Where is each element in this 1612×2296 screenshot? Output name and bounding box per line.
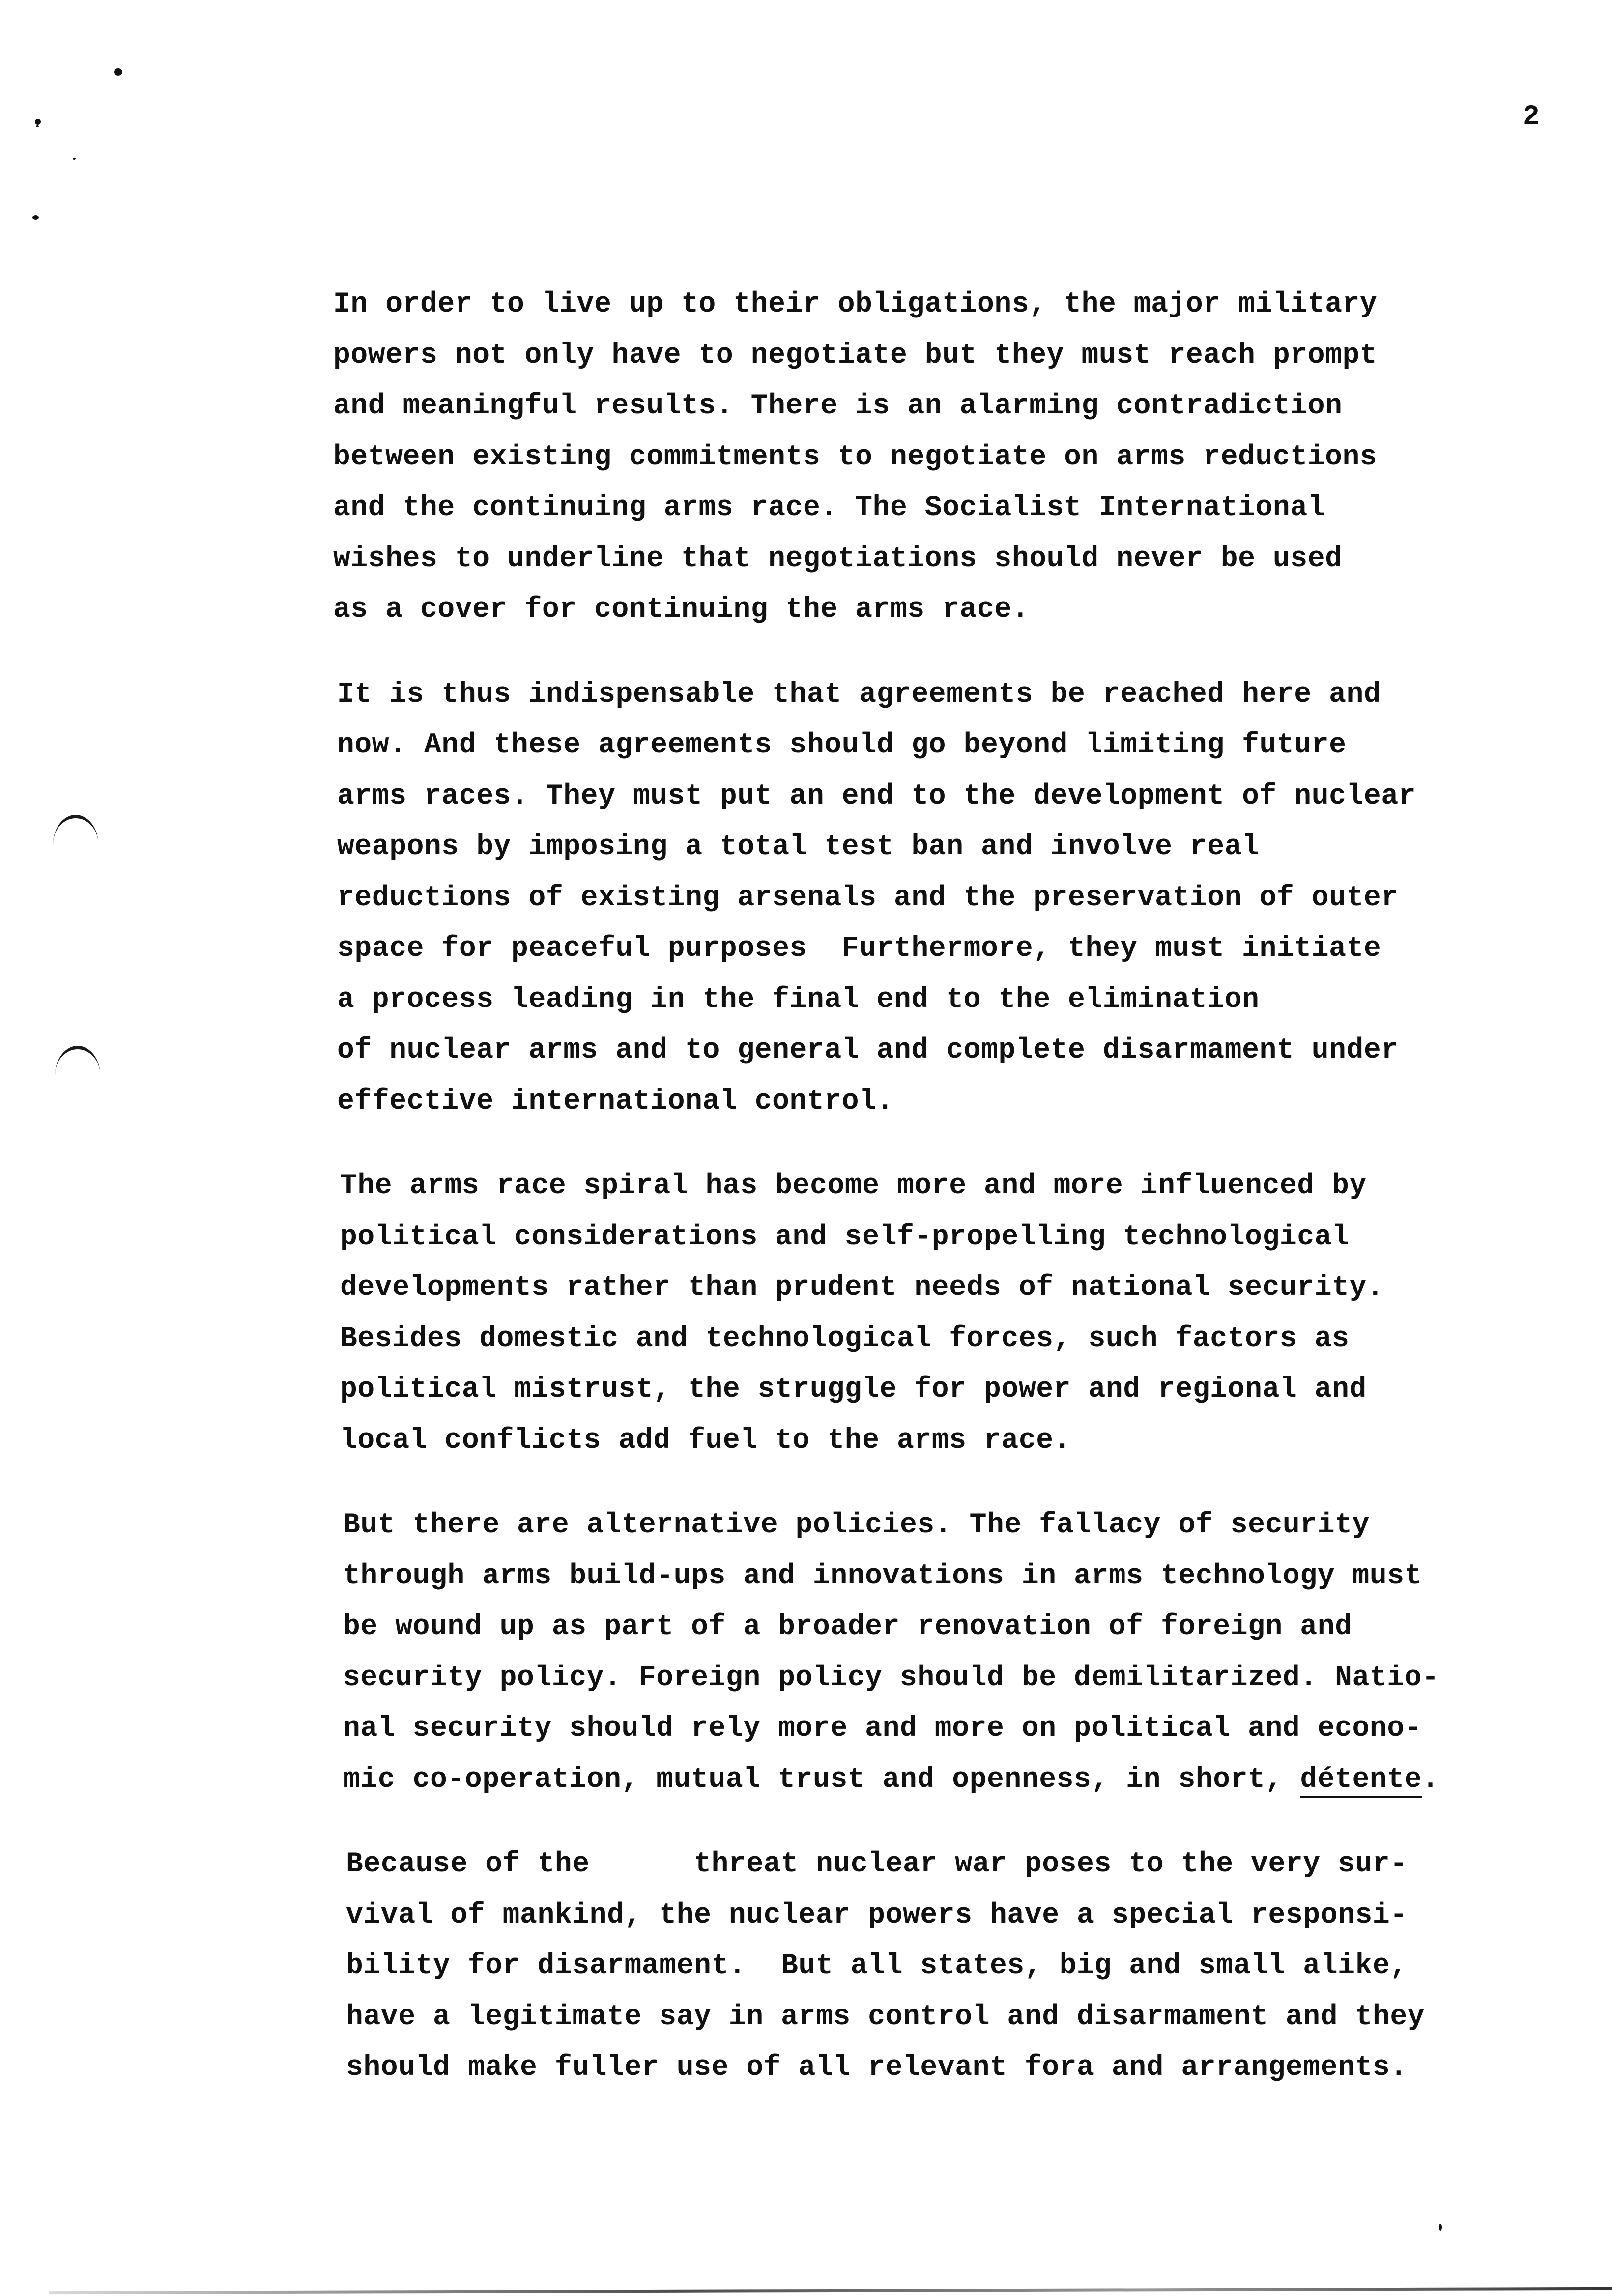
text-line: political considerations and self-propelling technological [340, 1221, 1350, 1253]
paragraph-obligations [333, 279, 1591, 635]
paragraph-arms-race-spiral [340, 1161, 1591, 1466]
text-line: political mistrust, the struggle for power and regional and [340, 1374, 1367, 1406]
paragraph-alternative-policies [343, 1500, 1591, 1805]
text-line: a process leading in the final end to the elimination [337, 983, 1260, 1016]
ink-speck [36, 125, 39, 127]
text-line: between existing commitments to negotiate on arms reductions [333, 441, 1378, 473]
page-bottom-edge [49, 2287, 1612, 2294]
text-segment: . [1422, 1763, 1439, 1796]
text-line: and meaningful results. There is an alarming contradiction [333, 390, 1343, 422]
punch-hole-arc-bottom [55, 1046, 100, 1075]
page-number: 2 [1523, 101, 1540, 133]
text-line: through arms build-ups and innovations in arms technology must [343, 1560, 1422, 1592]
ink-speck [35, 119, 41, 125]
text-line: nal security should rely more and more on political and econo- [343, 1713, 1422, 1745]
text-line: wishes to underline that negotiations should never be used [333, 543, 1343, 575]
text-line: security policy. Foreign policy should be demilitarized. Natio- [343, 1662, 1439, 1694]
text-line: reductions of existing arsenals and the preservation of outer [337, 882, 1399, 914]
text-line: Besides domestic and technological forces, such factors as [340, 1322, 1350, 1355]
text-line: powers not only have to negotiate but they must reach prompt [333, 339, 1378, 372]
ink-speck [73, 158, 76, 160]
text-line: as a cover for continuing the arms race. [333, 594, 1030, 626]
text-line: and the continuing arms race. The Socialist International [333, 492, 1325, 524]
text-line: arms races. They must put an end to the development of nuclear [337, 780, 1416, 812]
text-line: In order to live up to their obligations, the major military [333, 288, 1378, 320]
text-segment: mic co-operation, mutual trust and openness, in short, [343, 1763, 1300, 1796]
text-line: developments rather than prudent needs of national security. [340, 1272, 1384, 1304]
text-line: have a legitimate say in arms control and disarmament and they [346, 2001, 1425, 2033]
text-line: The arms race spiral has become more and more influenced by [340, 1170, 1367, 1202]
text-line: local conflicts add fuel to the arms race. [340, 1424, 1071, 1457]
text-line: of nuclear arms and to general and complete disarmament under [337, 1034, 1399, 1066]
text-line [343, 1754, 1591, 1806]
ink-speck [32, 215, 39, 220]
ink-speck [114, 68, 122, 76]
underlined-word-detente: détente [1300, 1763, 1422, 1796]
text-line: It is thus indispensable that agreements be reached here and [337, 678, 1382, 711]
paragraph-agreements [337, 669, 1591, 1127]
paragraph-nuclear-threat [346, 1839, 1591, 2094]
text-line: weapons by imposing a total test ban and involve real [337, 831, 1260, 863]
text-line: be wound up as part of a broader renovation of foreign and [343, 1611, 1353, 1643]
text-line: bility for disarmament. But all states, big and small alike, [346, 1950, 1408, 1982]
text-line: should make fuller use of all relevant fora and arrangements. [346, 2052, 1408, 2084]
document-body [333, 279, 1591, 2127]
text-line: space for peaceful purposes Furthermore, they must initiate [337, 933, 1382, 965]
text-line: now. And these agreements should go beyond limiting future [337, 729, 1347, 761]
text-line: But there are alternative policies. The fallacy of security [343, 1509, 1370, 1541]
ink-speck [1439, 2224, 1442, 2231]
punch-hole-arc-top [53, 815, 98, 844]
text-line: effective international control. [337, 1085, 894, 1118]
text-line: Because of the threat nuclear war poses to the very sur- [346, 1848, 1408, 1880]
text-line: vival of mankind, the nuclear powers have a special responsi- [346, 1899, 1408, 1931]
